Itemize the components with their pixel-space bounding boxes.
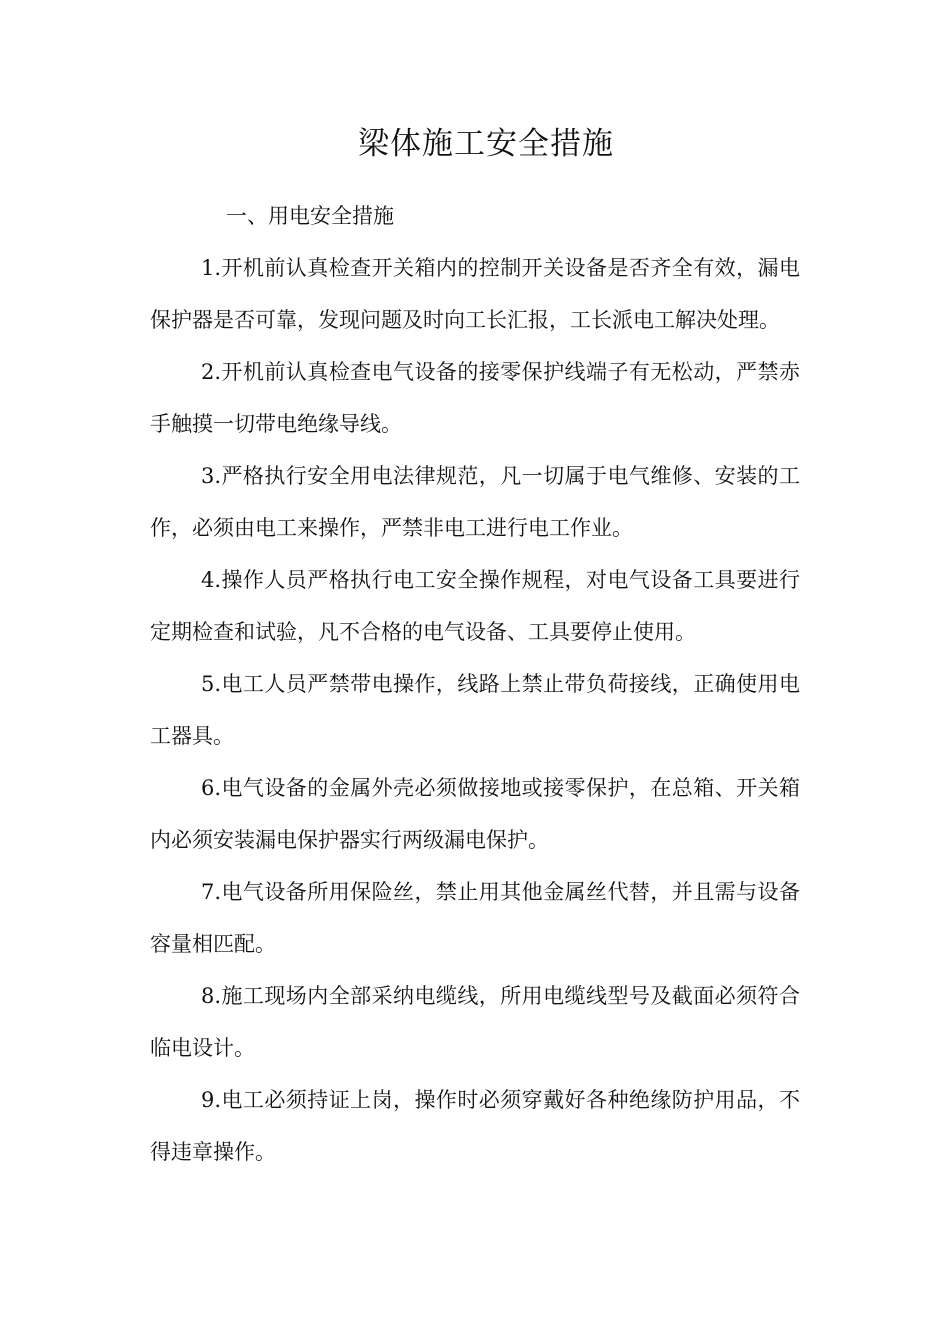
paragraph-5: 5.电工人员严禁带电操作，线路上禁止带负荷接线，正确使用电工器具。 xyxy=(150,672,800,748)
paragraph-6: 6.电气设备的金属外壳必须做接地或接零保护，在总箱、开关箱内必须安装漏电保护器实行两级漏电保护。 xyxy=(150,776,800,852)
paragraph-3: 3.严格执行安全用电法律规范，凡一切属于电气维修、安装的工作，必须由电工来操作，严禁非电工进行电工作业。 xyxy=(150,464,800,540)
paragraph-9: 9.电工必须持证上岗，操作时必须穿戴好各种绝缘防护用品，不得违章操作。 xyxy=(150,1088,800,1164)
paragraph-7: 7.电气设备所用保险丝，禁止用其他金属丝代替，并且需与设备容量相匹配。 xyxy=(150,880,800,956)
document-title: 梁体施工安全措施 xyxy=(358,126,614,162)
paragraph-4: 4.操作人员严格执行电工安全操作规程，对电气设备工具要进行定期检查和试验，凡不合格的电气设备、工具要停止使用。 xyxy=(150,568,800,644)
paragraph-8: 8.施工现场内全部采纳电缆线，所用电缆线型号及截面必须符合临电设计。 xyxy=(150,984,800,1060)
paragraph-1: 1.开机前认真检查开关箱内的控制开关设备是否齐全有效，漏电保护器是否可靠，发现问题及时向工长汇报，工长派电工解决处理。 xyxy=(150,256,800,332)
paragraph-2: 2.开机前认真检查电气设备的接零保护线端子有无松动，严禁赤手触摸一切带电绝缘导线。 xyxy=(150,360,800,436)
section-heading: 一、用电安全措施 xyxy=(226,204,394,228)
